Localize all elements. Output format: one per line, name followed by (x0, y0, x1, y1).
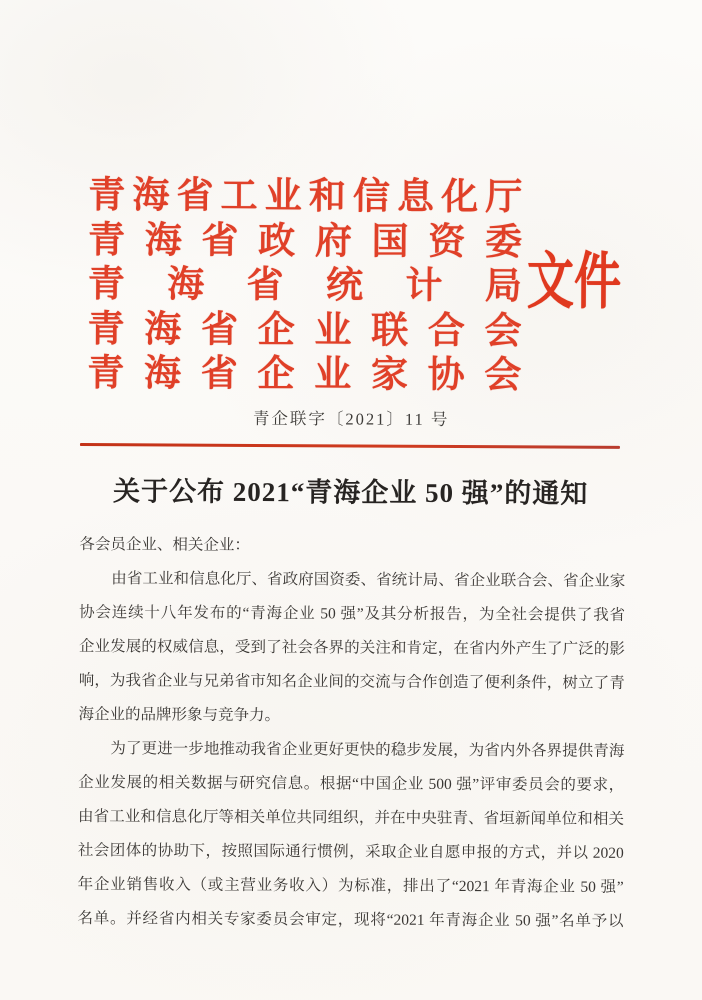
body-text-line: 海企业的品牌形象与竞争力。 (78, 706, 281, 725)
letterhead-issuing-organizations (87, 174, 522, 399)
body-text-line: 社会团体的协助下，按照国际通行惯例，采取企业自愿申报的方式，并以 2020 (77, 842, 624, 862)
org-name-line-2: 青海省政府国资委 (87, 219, 523, 263)
body-text-line: 企业发展的权威信息，受到了社会各界的关注和肯定，在省内外产生了广泛的影 (78, 638, 625, 658)
body-text-line: 为了更进一步地推动我省企业更好更快的稳步发展，为省内外各界提供青海 (110, 740, 625, 760)
body-text-line: 响，为我省企业与兄弟省市知名企业间的交流与合作创造了便利条件，树立了青 (78, 672, 625, 692)
document-type-label: 文件 (526, 248, 622, 317)
document-number: 青企联字〔2021〕11 号 (252, 408, 450, 429)
org-name-line-1: 青海省工业和信息化厅 (88, 175, 523, 219)
org-name-line-5: 青海省企业家协会 (87, 353, 522, 397)
document-body (77, 528, 625, 939)
document-title: 关于公布 2021“青海企业 50 强”的通知 (113, 476, 589, 509)
salutation-line: 各会员企业、相关企业： (79, 536, 251, 554)
body-text-line: 企业发展的相关数据与研究信息。根据“中国企业 500 强”评审委员会的要求， (78, 774, 625, 794)
org-name-line-3: 青海省统计局 (87, 264, 522, 308)
body-text-line: 由省工业和信息化厅等相关单位共同组织，并在中央驻青、省垣新闻单位和相关 (77, 808, 625, 828)
body-text-line: 协会连续十八年发布的“青海企业 50 强”及其分析报告，为全社会提供了我省 (79, 604, 626, 624)
body-text-line: 名单。并经省内相关专家委员会审定，现将“2021 年青海企业 50 强”名单予以 (77, 910, 624, 930)
body-text-line: 由省工业和信息化厅、省政府国资委、省统计局、省企业联合会、省企业家 (111, 570, 626, 590)
body-text-line: 年企业销售收入（或主营业务收入）为标准，排出了“2021 年青海企业 50 强” (77, 876, 624, 896)
org-name-line-4: 青海省企业联合会 (87, 308, 522, 353)
red-divider-rule (80, 443, 620, 449)
